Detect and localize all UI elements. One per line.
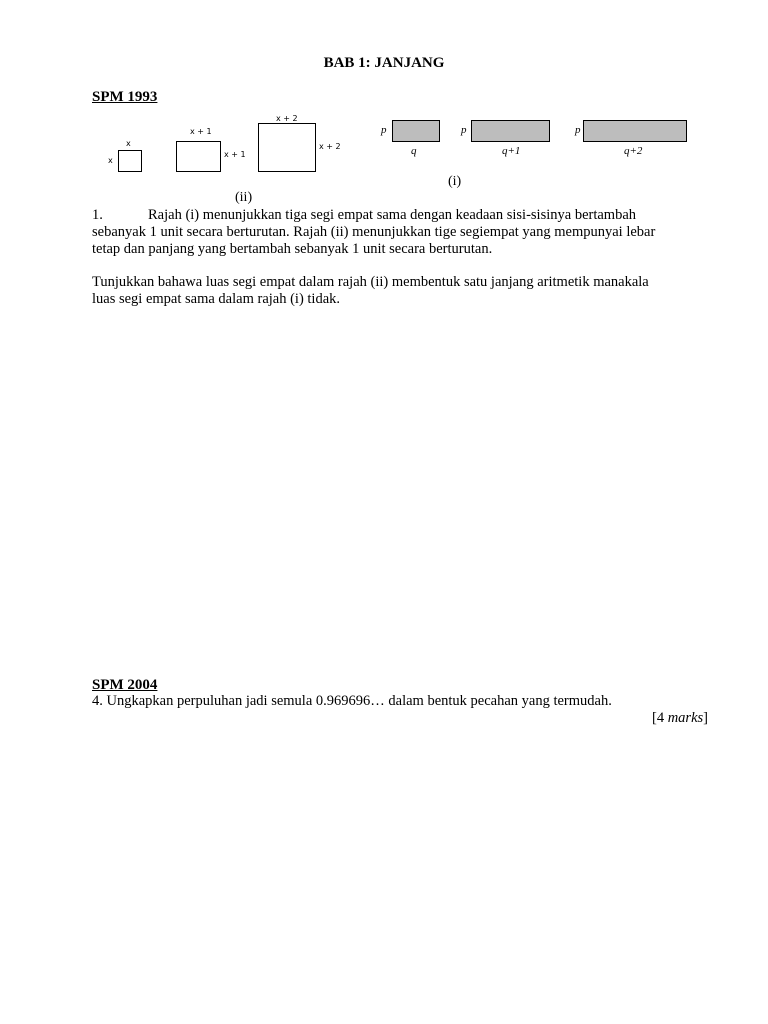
page-title: BAB 1: JANJANG (323, 55, 445, 71)
section-heading-spm-1993: SPM 1993 (92, 89, 158, 105)
question-1-instruction (92, 274, 712, 308)
question-number: 1. (92, 207, 103, 223)
question-1 (92, 207, 712, 258)
question-1-line-1-text: Rajah (i) menunjukkan tiga segi empat sama dengan keadaan sisi-sisinya bertambah (148, 207, 637, 223)
figure-ii-caption: (ii) (235, 190, 253, 205)
rect-2-width-label: q+1 (502, 145, 521, 157)
question-1-line-2: sebanyak 1 unit secara berturutan. Rajah (ii) menunjukkan tige segiempat yang mempunyai lebar (92, 224, 656, 240)
rect-3-height-label: p (575, 124, 581, 136)
square-1-top-label: x (126, 139, 131, 148)
question-1-line-3: tetap dan panjang yang bertambah sebanyak 1 unit secara berturutan. (92, 241, 493, 257)
square-2 (176, 141, 221, 172)
figure-i-caption: (i) (448, 174, 462, 189)
square-3-side-label: x + 2 (319, 142, 341, 151)
instruction-line-1: Tunjukkan bahawa luas segi empat dalam rajah (ii) membentuk satu janjang aritmetik manakala (92, 274, 649, 290)
question-1-line-1 (92, 207, 712, 224)
rect-2 (471, 120, 550, 142)
square-3-top-label: x + 2 (276, 114, 298, 123)
rect-3-width-label: q+2 (624, 145, 643, 157)
section-heading-spm-2004: SPM 2004 (92, 677, 158, 693)
marks-close: ] (703, 710, 708, 726)
rect-1-height-label: p (381, 124, 387, 136)
square-2-side-label: x + 1 (224, 150, 246, 159)
marks-open: [4 (651, 710, 668, 726)
square-1 (118, 150, 142, 172)
rect-2-height-label: p (461, 124, 467, 136)
marks-word: marks (667, 710, 704, 726)
square-2-top-label: x + 1 (190, 127, 212, 136)
question-4: 4. Ungkapkan perpuluhan jadi semula 0.969696… dalam bentuk pecahan yang termudah. (92, 693, 612, 709)
rect-3 (583, 120, 687, 142)
rect-1-width-label: q (411, 145, 417, 157)
square-1-side-label: x (108, 156, 113, 165)
square-3 (258, 123, 316, 172)
instruction-line-2: luas segi empat sama dalam rajah (i) tidak. (92, 291, 341, 307)
marks-label (652, 710, 708, 727)
rect-1 (392, 120, 440, 142)
